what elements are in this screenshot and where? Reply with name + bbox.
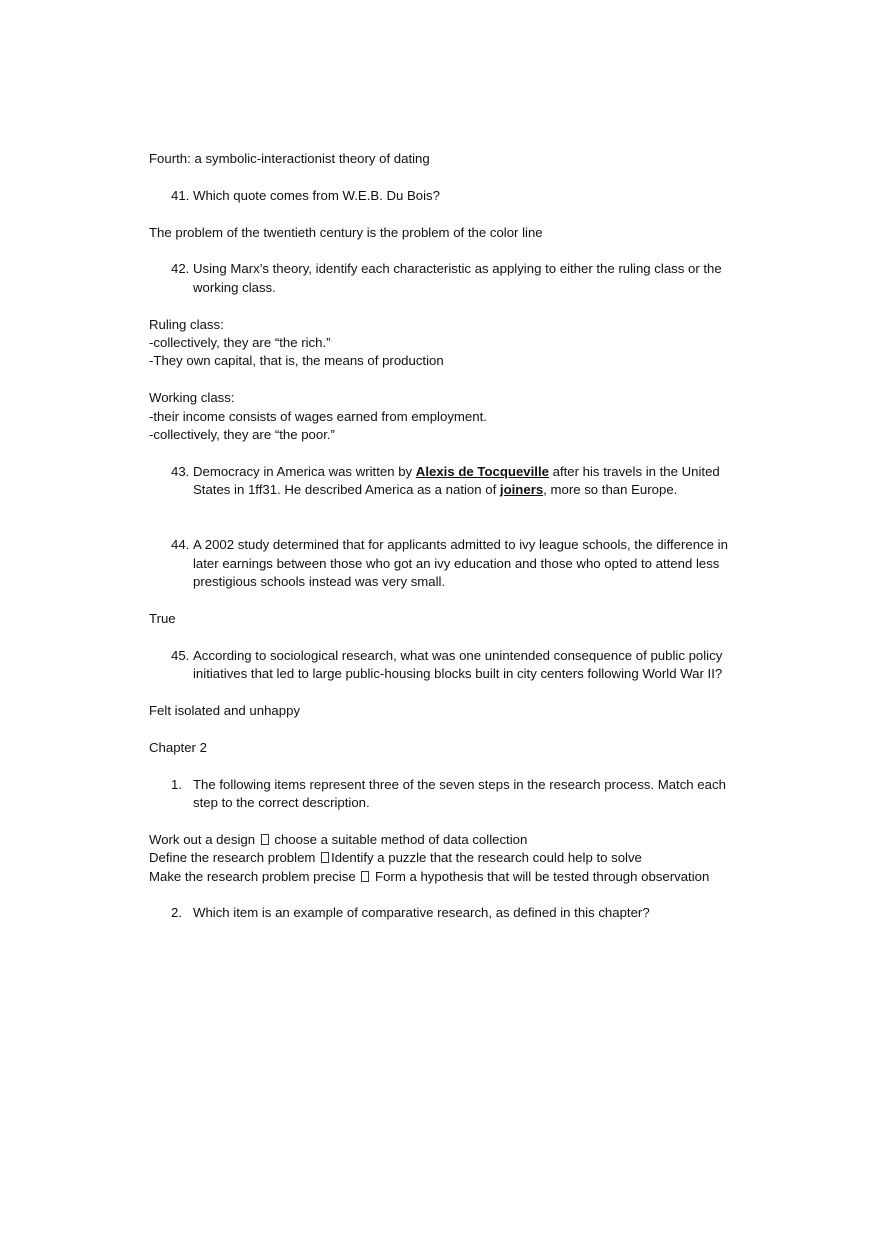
ruling-class-item: -collectively, they are “the rich.” (149, 335, 331, 350)
match-step: Define the research problem (149, 850, 320, 866)
match-line (149, 849, 749, 867)
question-number: 45. (171, 647, 190, 663)
answer-44: True (149, 611, 176, 627)
question-43 (149, 463, 749, 500)
question-text: According to sociological research, what was one unintended consequence of public policy initiatives that led to large public-housing blocks built in city centers following World War II? (193, 647, 723, 682)
question-number: 43. (171, 463, 190, 479)
question-text-part: Democracy in America was written by (193, 463, 416, 479)
match-step: Make the research problem precise (149, 868, 360, 884)
answer-blank-joiners: joiners (499, 482, 544, 498)
match-description: Identify a puzzle that the research could help to solve (331, 850, 642, 866)
working-class-item: -their income consists of wages earned from employment. (149, 408, 487, 424)
document-page (149, 150, 749, 923)
ruling-class-item: -They own capital, that is, the means of production (149, 353, 444, 369)
question-text: The following items represent three of the seven steps in the research process. Match each step to the correct description. (193, 776, 726, 811)
match-line (149, 831, 749, 849)
missing-arrow-icon (321, 852, 329, 863)
question-text (193, 463, 728, 500)
ruling-class-heading: Ruling class: (149, 316, 224, 332)
header-line: Fourth: a symbolic-interactionist theory of dating (149, 151, 430, 166)
question-45 (149, 647, 749, 684)
question-number: 1. (171, 776, 182, 792)
match-description: choose a suitable method of data collection (270, 831, 528, 847)
match-description: Form a hypothesis that will be tested through observation (371, 868, 710, 884)
missing-arrow-icon (261, 834, 269, 845)
match-step: Work out a design (149, 831, 259, 847)
match-line (149, 868, 749, 886)
missing-arrow-icon (361, 871, 369, 882)
chapter-heading: Chapter 2 (149, 739, 207, 755)
question-text-part: after his travels in the United States in 1ff31. He described America as a nation of (193, 463, 720, 498)
question-42 (149, 260, 749, 297)
question-number: 2. (171, 905, 182, 921)
question-number: 41. (171, 187, 190, 203)
question-text: A 2002 study determined that for applicants admitted to ivy league schools, the difference in later earnings between those who got an ivy education and those who opted to attend less prestigious schools instead was very small. (193, 537, 728, 590)
question-text: Which quote comes from W.E.B. Du Bois? (193, 187, 440, 203)
question-text: Which item is an example of comparative research, as defined in this chapter? (193, 905, 650, 921)
answer-41: The problem of the twentieth century is the problem of the color line (149, 224, 543, 240)
working-class-heading: Working class: (149, 390, 235, 406)
chapter2-question-1 (149, 776, 749, 813)
question-number: 42. (171, 261, 190, 277)
question-text: Using Marx’s theory, identify each characteristic as applying to either the ruling class or the working class. (193, 261, 722, 295)
answer-45: Felt isolated and unhappy (149, 703, 301, 719)
question-number: 44. (171, 537, 190, 553)
answer-blank-author: Alexis de Tocqueville (415, 463, 549, 479)
chapter2-question-2 (149, 904, 749, 922)
question-41 (149, 187, 749, 205)
working-class-item: -collectively, they are “the poor.” (149, 427, 335, 443)
question-44 (149, 536, 749, 591)
question-text-part: , more so than Europe. (543, 482, 678, 498)
